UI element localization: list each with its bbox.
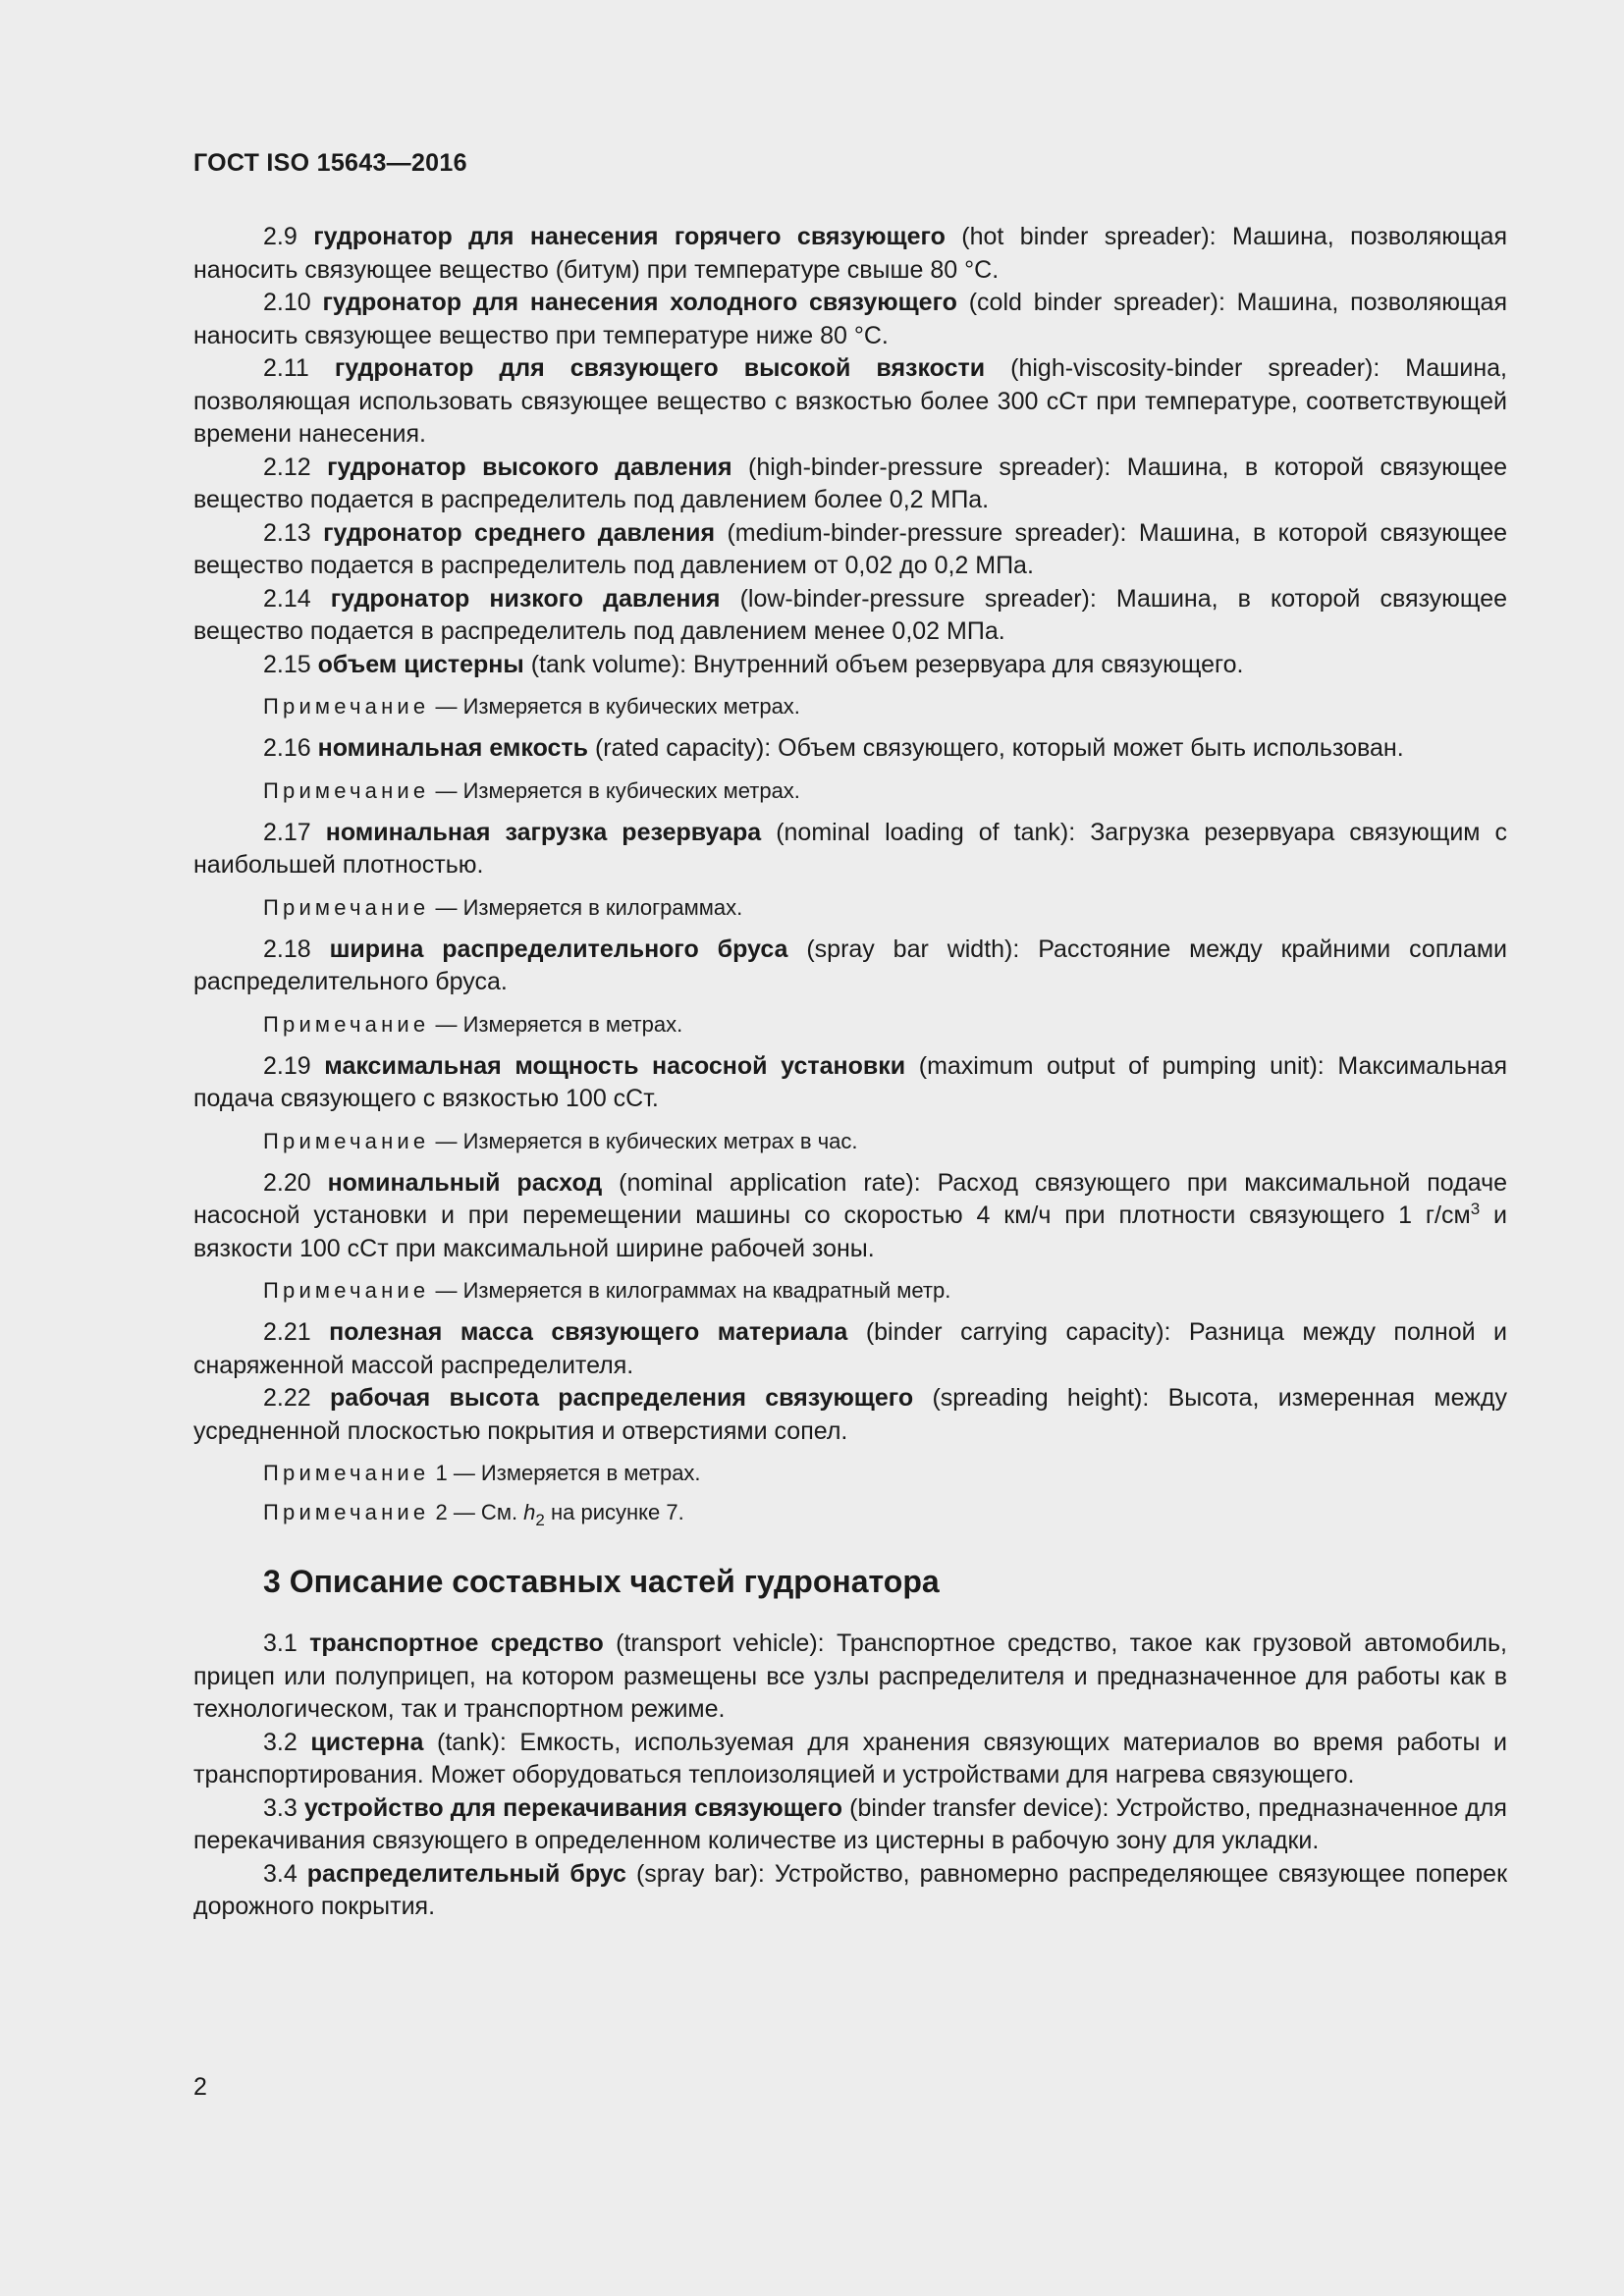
note: Примечание — Измеряется в килограммах на квадратный метр. — [263, 1278, 951, 1303]
term-entry: 2.9 гудронатор для нанесения горячего связующего (hot binder spreader): Машина, позволяющая наносить связующее вещество (битум) при температуре свыше 80 °С. — [193, 223, 1507, 284]
term-entry: 2.17 номинальная загрузка резервуара (nominal loading of tank): Загрузка резервуара связующим с наибольшей плотностью. — [193, 818, 1508, 879]
document-body — [193, 221, 1507, 1924]
term-entry: 2.21 полезная масса связующего материала (binder carrying capacity): Разница между полной и снаряженной массой распределителя. — [193, 1318, 1507, 1379]
document-header: ГОСТ ISO 15643—2016 — [193, 149, 467, 177]
note: Примечание — Измеряется в килограммах. — [263, 894, 743, 920]
note: Примечание — Измеряется в кубических метрах в час. — [263, 1128, 858, 1153]
term-entry: 2.10 гудронатор для нанесения холодного связующего (cold binder spreader): Машина, позволяющая наносить связующее вещество при температуре ниже 80 °С. — [193, 289, 1507, 349]
term-entry: 2.12 гудронатор высокого давления (high-binder-pressure spreader): Машина, в которой связующее вещество подается в распределитель под давлением более 0,2 МПа. — [193, 453, 1508, 513]
note: Примечание — Измеряется в кубических метрах. — [263, 777, 800, 803]
term-entry: 2.20 номинальный расход (nominal application rate): Расход связующего при максимальной подаче насосной установки и при перемещении машины со скоростью 4 км/ч при плотности связующего 1 $г/см^3$ и вязкости 100 сСт при максимальной ширине рабочей зоны. — [193, 1168, 1507, 1262]
note: Примечание — Измеряется в кубических метрах. — [263, 694, 800, 719]
term-entry: 2.13 гудронатор среднего давления (medium-binder-pressure spreader): Машина, в которой связующее вещество подается в распределитель под давлением от 0,02 до 0,2 МПа. — [193, 518, 1508, 579]
term-entry: 2.15 объем цистерны (tank volume): Внутренний объем резервуара для связующего. — [263, 650, 1244, 678]
term-entry: 3.3 устройство для перекачивания связующего (binder transfer device): Устройство, предназначенное для перекачивания связующего в определенном количестве из цистерны в рабочую зону для укладки. — [193, 1793, 1507, 1854]
note: Примечание 1 — Измеряется в метрах. — [263, 1461, 701, 1485]
term-entry: 2.19 максимальная мощность насосной установки (maximum output of pumping unit): Максимальная подача связующего с вязкостью 100 сСт. — [193, 1051, 1507, 1112]
section-heading: 3 Описание составных частей гудронатора — [263, 1564, 940, 1599]
term-entry: 2.11 гудронатор для связующего высокой вязкости (high-viscosity-binder spreader): Машина, позволяющая использовать связующее вещество с вязкостью более 300 сСт при температуре, соответствующей времени нанесения. — [193, 354, 1507, 448]
term-entry: 3.2 цистерна (tank): Емкость, используемая для хранения связующих материалов во время работы и транспортирования. Может оборудоваться теплоизоляцией и устройствами для нагрева связующего. — [193, 1728, 1507, 1789]
note: Примечание — Измеряется в метрах. — [263, 1011, 683, 1037]
term-entry: 2.18 ширина распределительного бруса (spray bar width): Расстояние между крайними соплами распределительного бруса. — [193, 934, 1507, 995]
term-entry: 3.1 транспортное средство (transport vehicle): Транспортное средство, такое как грузовой автомобиль, прицеп или полуприцеп, на котором размещены все узлы распределителя и предназначенное для работы как в технологическом, так и транспортном режиме. — [193, 1629, 1507, 1723]
term-entry: 3.4 распределительный брус (spray bar): Устройство, равномерно распределяющее связующее поперек дорожного покрытия. — [193, 1859, 1508, 1920]
note: Примечание 2 — См. $h_2$ на рисунке 7. — [263, 1500, 684, 1529]
term-entry: 2.16 номинальная емкость (rated capacity): Объем связующего, который может быть использован. — [263, 734, 1404, 762]
term-entry: 2.22 рабочая высота распределения связующего (spreading height): Высота, измеренная между усредненной плоскостью покрытия и отверстиями сопел. — [193, 1384, 1508, 1445]
page-number: 2 — [193, 2073, 207, 2101]
term-entry: 2.14 гудронатор низкого давления (low-binder-pressure spreader): Машина, в которой связующее вещество подается в распределитель под давлением менее 0,02 МПа. — [193, 584, 1508, 645]
